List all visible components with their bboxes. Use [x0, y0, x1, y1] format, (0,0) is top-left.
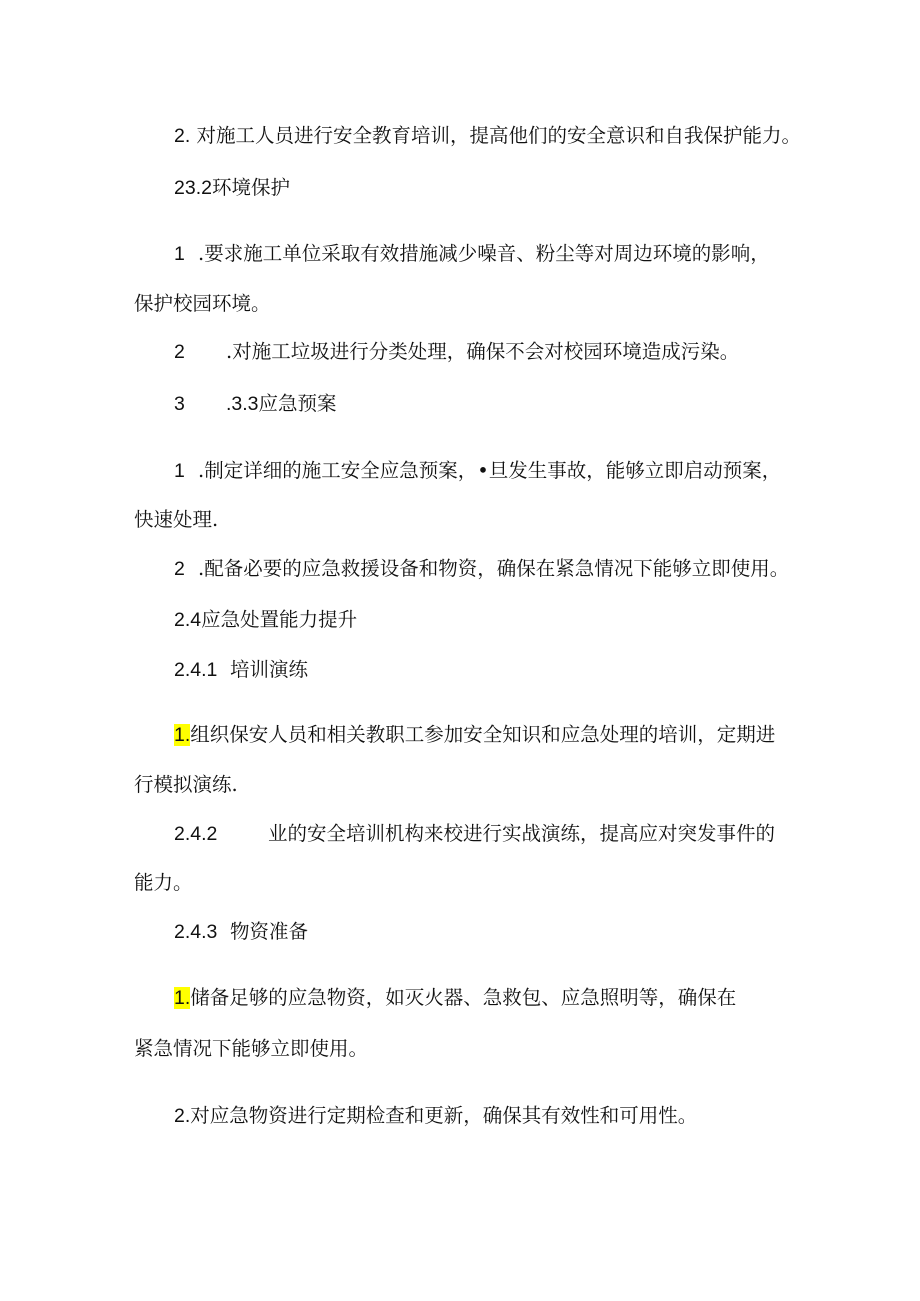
section-number: 2.4.1: [174, 659, 218, 681]
section-title: 应急预案: [258, 392, 337, 415]
section-number: 2.4: [174, 609, 202, 631]
paragraph-text: 保护校园环境。: [134, 292, 271, 315]
subsection-heading: [174, 918, 308, 946]
paragraph-line: [174, 1102, 697, 1130]
paragraph-text: 行模拟演练.: [134, 773, 238, 796]
paragraph-text: 储备足够的应急物资，如灭火器、急救包、应急照明等，确保在: [190, 986, 737, 1009]
paragraph-line: [174, 984, 736, 1012]
paragraph-text: .制定详细的施工安全应急预案，•旦发生事故，能够立即启动预案，: [198, 459, 782, 482]
paragraph-text: 对应急物资进行定期检查和更新，确保其有效性和可用性。: [190, 1104, 698, 1127]
paragraph-line: [174, 122, 801, 150]
section-number: 2.4.3: [174, 921, 218, 943]
paragraph-line: [134, 506, 218, 534]
list-number: 2: [174, 341, 185, 363]
paragraph-line: [174, 555, 789, 583]
highlighted-list-number: 1.: [174, 724, 191, 746]
section-title: 培训演练: [230, 658, 309, 681]
section-number: .3.3: [226, 393, 259, 415]
paragraph-line: [134, 869, 193, 897]
subsection-heading: [174, 656, 308, 684]
list-number: 1: [174, 243, 185, 265]
highlighted-list-number: 1.: [174, 987, 191, 1009]
paragraph-text: 业的安全培训机构来校进行实战演练，提高应对突发事件的: [268, 822, 776, 845]
paragraph-line: [174, 240, 770, 268]
list-number: 2.: [174, 125, 191, 147]
list-number: 3: [174, 393, 185, 415]
paragraph-line: [174, 820, 775, 848]
paragraph-line: [134, 771, 238, 799]
paragraph-text: 能力。: [134, 871, 193, 894]
paragraph-text: 紧急情况下能够立即使用。: [134, 1037, 369, 1060]
section-heading: [174, 390, 337, 418]
section-title: 环境保护: [211, 176, 290, 199]
paragraph-text: .对施工垃圾进行分类处理，确保不会对校园环境造成污染。: [226, 340, 740, 363]
section-number: 2.4.2: [174, 823, 218, 845]
section-heading: [174, 174, 290, 202]
paragraph-line: [174, 721, 775, 749]
paragraph-text: 组织保安人员和相关教职工参加安全知识和应急处理的培训，定期进: [190, 723, 776, 746]
paragraph-line: [134, 290, 271, 318]
paragraph-line: [174, 338, 739, 366]
section-number: 23.2: [174, 177, 212, 199]
list-number: 2: [174, 558, 185, 580]
paragraph-line: [134, 1035, 368, 1063]
list-number: 1: [174, 460, 185, 482]
section-title: 应急处置能力提升: [201, 608, 358, 631]
paragraph-text: 快速处理.: [134, 508, 219, 531]
section-heading: [174, 606, 357, 634]
paragraph-line: [174, 457, 781, 485]
paragraph-text: .配备必要的应急救援设备和物资，确保在紧急情况下能够立即使用。: [198, 557, 790, 580]
list-number: 2.: [174, 1105, 191, 1127]
section-title: 物资准备: [230, 920, 309, 943]
paragraph-text: .要求施工单位采取有效措施减少噪音、粉尘等对周边环境的影响，: [198, 242, 770, 265]
paragraph-text: 对施工人员进行安全教育培训，提高他们的安全意识和自我保护能力。: [196, 124, 801, 147]
